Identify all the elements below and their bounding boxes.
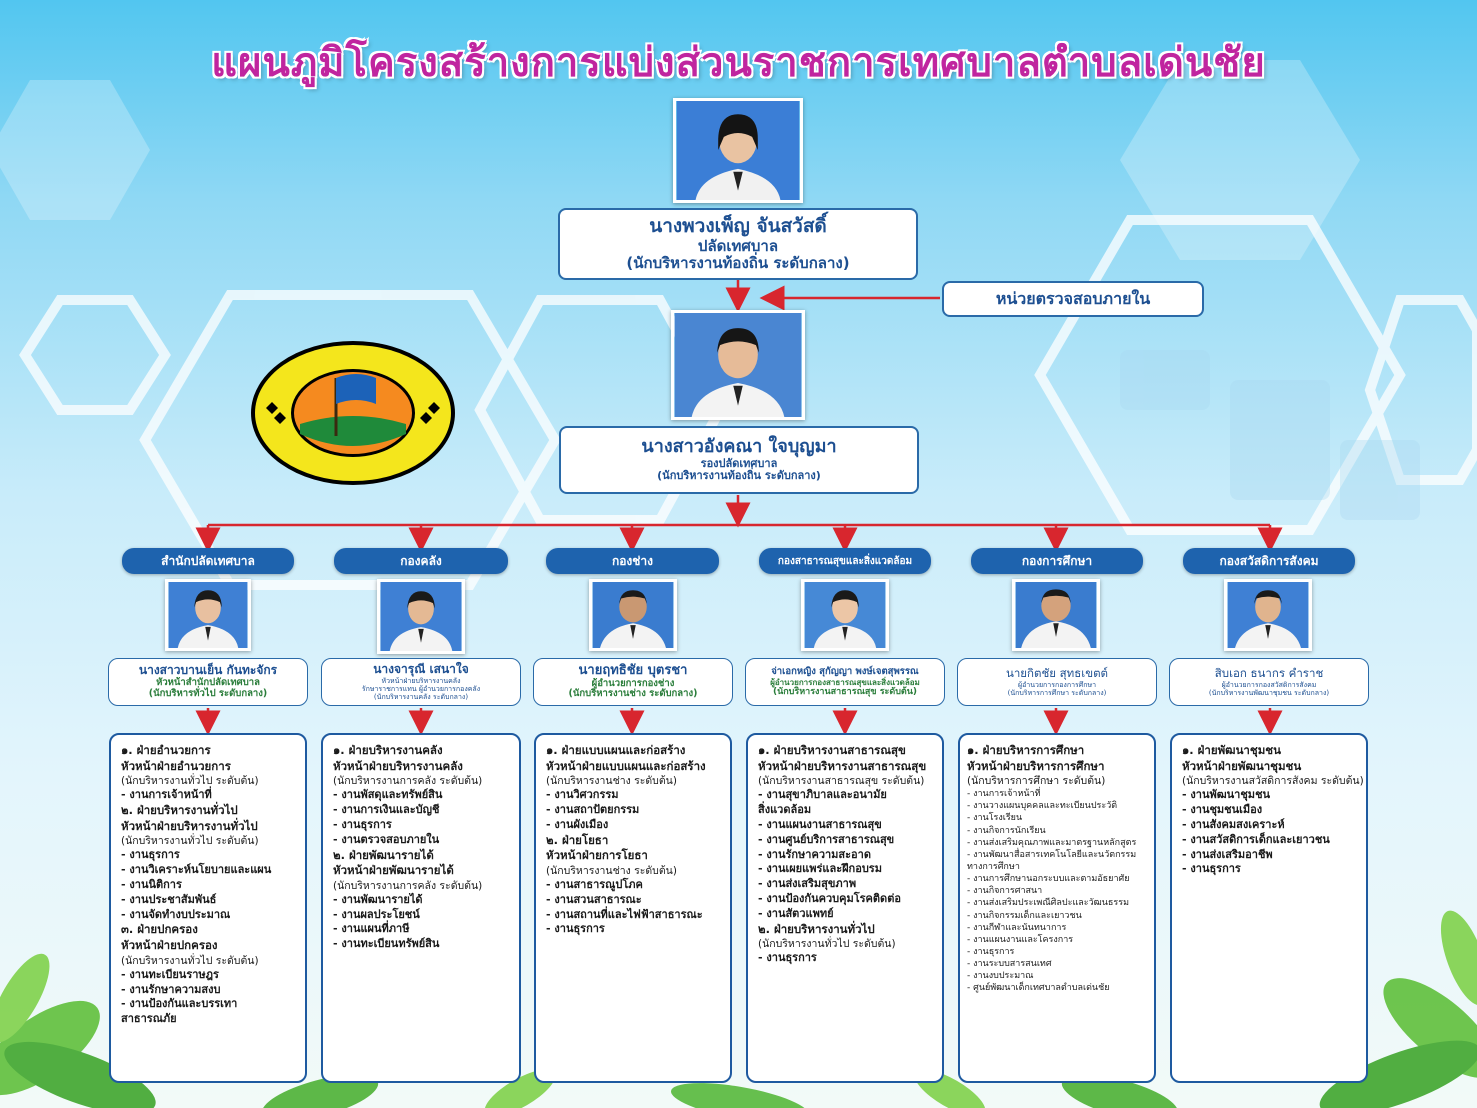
- task-section-heading: หัวหน้าฝ่ายบริหารงานคลัง: [333, 758, 463, 773]
- task-section-heading: ๒. ฝ่ายบริหารงานทั่วไป: [758, 921, 875, 936]
- task-item: - งานสถาปัตยกรรม: [546, 803, 640, 817]
- dept-head-role: ผู้อำนวยการกองสาธารณสุขและสิ่งแวดล้อม: [770, 677, 920, 687]
- task-item: - ศูนย์พัฒนาเด็กเทศบาลตำบลเด่นชัย: [967, 983, 1110, 994]
- task-item: ทางการศึกษา: [967, 862, 1020, 873]
- task-section-level: (นักบริหารงานทั่วไป ระดับต้น): [758, 938, 896, 951]
- task-item: - งานการเงินและบัญชี: [333, 803, 440, 817]
- task-section-level: (นักบริหารงานทั่วไป ระดับต้น): [121, 775, 259, 788]
- portrait-icon: [592, 582, 674, 648]
- task-item: - งานการเจ้าหน้าที่: [967, 789, 1041, 800]
- task-item: - งานพัฒนารายได้: [333, 892, 423, 906]
- task-item: - งานธุรการ: [1182, 862, 1241, 876]
- task-section-heading: หัวหน้าฝ่ายบริหารการศึกษา: [967, 758, 1105, 773]
- chief-role: ปลัดเทศบาล: [697, 236, 779, 255]
- task-item: - งานสุขาภิบาลและอนามัย: [758, 788, 887, 802]
- task-item: - งานการศึกษานอกระบบและตามอัธยาศัย: [967, 874, 1130, 885]
- task-item: - งานธุรการ: [546, 922, 605, 936]
- dept-tab-finance: กองคลัง: [334, 548, 508, 574]
- dept-head-namebox: [108, 658, 308, 706]
- task-item: - งานวิเคราะห์นโยบายและแผน: [121, 863, 272, 877]
- task-item: - งานป้องกันควบคุมโรคติดต่อ: [758, 892, 901, 906]
- task-section-level: (นักบริหารงานการคลัง ระดับต้น): [333, 775, 483, 788]
- task-item: - งานผลประโยชน์: [333, 907, 420, 921]
- dept-head-photo: [589, 579, 677, 651]
- dept-head-photo: [801, 579, 889, 651]
- task-item: - งานแผนงานสาธารณสุข: [758, 817, 882, 831]
- dept-head-namebox: [957, 658, 1157, 706]
- dept-head-level: (นักบริหารงานช่าง ระดับกลาง): [568, 688, 698, 700]
- portrait-icon: [380, 582, 462, 651]
- task-section-heading: หัวหน้าฝ่ายการโยธา: [546, 848, 648, 863]
- task-section-heading: ๑. ฝ่ายบริหารการศึกษา: [967, 743, 1085, 757]
- dept-head-level: (นักบริหารการศึกษา ระดับกลาง): [1007, 688, 1107, 697]
- task-section-level: (นักบริหารการศึกษา ระดับต้น): [967, 775, 1106, 788]
- chief-photo: [673, 98, 803, 203]
- dept-head-role: ผู้อำนวยการกองช่าง: [591, 677, 675, 689]
- task-item: - งานสถานที่และไฟฟ้าสาธารณะ: [546, 907, 703, 921]
- task-section-heading: ๒. ฝ่ายพัฒนารายได้: [333, 847, 434, 862]
- dept-tab-office: สำนักปลัดเทศบาล: [122, 548, 294, 574]
- task-item: - งานตรวจสอบภายใน: [333, 832, 440, 846]
- task-section-level: (นักบริหารงานสาธารณสุข ระดับต้น): [758, 775, 925, 788]
- task-item: - งานพัฒนาสื่อสารเทคโนโลยีและนวัตกรรม: [967, 849, 1137, 860]
- dept-head-level: (นักบริหารงานสาธารณสุข ระดับต้น): [772, 686, 918, 697]
- dept-head-role: หัวหน้าสำนักปลัดเทศบาล: [156, 676, 260, 688]
- deputy-photo: [671, 310, 805, 420]
- dept-tab-health: กองสาธารณสุขและสิ่งแวดล้อม: [759, 548, 931, 574]
- task-item: - งานรักษาความสะอาด: [758, 847, 871, 861]
- task-section-heading: ๒. ฝ่ายโยธา: [546, 832, 609, 847]
- dept-task-list: [958, 733, 1156, 1083]
- deputy-namebox: [559, 426, 919, 494]
- task-item: สิ่งแวดล้อม: [758, 803, 812, 817]
- portrait-icon: [1015, 582, 1097, 648]
- task-item: - งานป้องกันและบรรเทา: [121, 997, 238, 1011]
- task-item: - งานทะเบียนทรัพย์สิน: [333, 937, 440, 951]
- task-section-level: (นักบริหารงานการคลัง ระดับต้น): [333, 879, 483, 892]
- task-item: - งานพัฒนาชุมชน: [1182, 788, 1271, 802]
- task-item: - งานชุมชนเมือง: [1182, 803, 1263, 817]
- dept-head-name: สิบเอก ธนากร คำราช: [1214, 666, 1324, 681]
- task-section-level: (นักบริหารงานช่าง ระดับต้น): [546, 775, 677, 788]
- task-item: - งานโรงเรียน: [967, 813, 1023, 824]
- task-item: - งานระบบสารสนเทศ: [967, 959, 1052, 970]
- deputy-name: นางสาวอังคณา ใจบุญมา: [641, 436, 837, 458]
- chief-name: นางพวงเพ็ญ จันสวัสดิ์: [649, 214, 827, 237]
- task-item: - งานเผยแพร่และฝึกอบรม: [758, 862, 882, 876]
- task-item: - งานกีฬาและนันทนาการ: [967, 922, 1067, 933]
- dept-head-namebox: [321, 658, 521, 706]
- dept-head-name: นางจารุณี เสนาใจ: [373, 662, 469, 677]
- task-section-heading: ๒. ฝ่ายบริหารงานทั่วไป: [121, 803, 238, 818]
- dept-head-photo: [377, 579, 465, 654]
- task-item: - งานธุรการ: [967, 947, 1015, 958]
- dept-tab-engineering: กองช่าง: [546, 548, 719, 574]
- dept-head-level2: (นักบริหารงานคลัง ระดับกลาง): [373, 692, 469, 701]
- task-item: - งานสวัสดิการเด็กและเยาวชน: [1182, 832, 1330, 846]
- task-item: - งานแผนงานและโครงการ: [967, 934, 1074, 945]
- dept-head-name: นายฤทธิชัย บุตรชา: [578, 662, 688, 678]
- dept-task-list: [746, 733, 944, 1083]
- dept-head-photo: [1224, 579, 1312, 651]
- task-item: - งานพัสดุและทรัพย์สิน: [333, 788, 443, 802]
- task-item: - งานสังคมสงเคราะห์: [1182, 817, 1285, 831]
- task-item: - งานส่งเสริมอาชีพ: [1182, 847, 1273, 861]
- task-section-level: (นักบริหารงานช่าง ระดับต้น): [546, 864, 677, 877]
- task-section-heading: หัวหน้าฝ่ายบริหารงานทั่วไป: [121, 818, 258, 833]
- task-item: - งานการเจ้าหน้าที่: [121, 788, 212, 802]
- task-section-heading: หัวหน้าฝ่ายแบบแผนและก่อสร้าง: [546, 758, 706, 773]
- task-item: - งานธุรการ: [333, 817, 392, 831]
- task-section-heading: หัวหน้าฝ่ายบริหารงานสาธารณสุข: [758, 758, 927, 773]
- task-item: - งานศูนย์บริการสาธารณสุข: [758, 832, 895, 846]
- dept-head-photo: [165, 579, 251, 651]
- task-section-heading: หัวหน้าฝ่ายปกครอง: [121, 937, 218, 952]
- dept-head-name: จ่าเอกหญิง สุกัญญา พงษ์เจตสุพรรณ: [771, 665, 919, 677]
- task-item: - งานวางแผนบุคคลและทะเบียนประวัติ: [967, 801, 1118, 812]
- dept-head-photo: [1012, 579, 1100, 651]
- dept-head-namebox: [745, 658, 945, 706]
- task-item: - งานงบประมาณ: [967, 971, 1034, 982]
- task-item: - งานจัดทำงบประมาณ: [121, 907, 231, 921]
- task-section-level: (นักบริหารงานทั่วไป ระดับต้น): [121, 835, 259, 848]
- chief-namebox: [558, 208, 918, 280]
- task-item: - งานวิศวกรรม: [546, 788, 619, 802]
- task-item: - งานแผนที่ภาษี: [333, 922, 410, 936]
- task-item: - งานรักษาความสงบ: [121, 982, 221, 996]
- dept-tab-welfare: กองสวัสดิการสังคม: [1183, 548, 1355, 574]
- task-item: - งานส่งเสริมคุณภาพและมาตรฐานหลักสูตร: [967, 837, 1137, 848]
- task-item: - งานกิจการนักเรียน: [967, 825, 1046, 836]
- deputy-role: รองปลัดเทศบาล: [700, 456, 778, 470]
- task-item: - งานประชาสัมพันธ์: [121, 892, 217, 906]
- task-section-heading: ๑. ฝ่ายบริหารงานคลัง: [333, 743, 443, 757]
- task-section-heading: ๓. ฝ่ายปกครอง: [121, 922, 198, 937]
- portrait-icon: [676, 101, 800, 200]
- task-section-level: (นักบริหารงานสวัสดิการสังคม ระดับต้น): [1182, 775, 1364, 788]
- dept-tab-education: กองการศึกษา: [971, 548, 1143, 574]
- portrait-icon: [1227, 582, 1309, 648]
- task-item: - งานสัตวแพทย์: [758, 906, 834, 920]
- task-item: - งานนิติการ: [121, 877, 182, 891]
- dept-task-list: [1170, 733, 1368, 1083]
- page-title: แผนภูมิโครงสร้างการแบ่งส่วนราชการเทศบาลตำบลเด่นชัย: [211, 40, 1266, 86]
- dept-head-level: (นักบริหารงานพัฒนาชุมชน ระดับกลาง): [1208, 688, 1330, 697]
- task-section-level: (นักบริหารงานทั่วไป ระดับต้น): [121, 954, 259, 967]
- task-item: - งานสวนสาธารณะ: [546, 892, 642, 906]
- dept-head-level: รักษาราชการแทน ผู้อำนวยการกองคลัง: [361, 684, 481, 693]
- task-section-heading: หัวหน้าฝ่ายพัฒนารายได้: [333, 863, 454, 878]
- dept-head-namebox: [1169, 658, 1369, 706]
- task-item: - งานกิจการศาสนา: [967, 886, 1043, 897]
- dept-head-role: หัวหน้าฝ่ายบริหารงานคลัง: [381, 676, 461, 685]
- dept-head-level: (นักบริหารทั่วไป ระดับกลาง): [148, 687, 268, 699]
- task-section-heading: ๑. ฝ่ายแบบแผนและก่อสร้าง: [546, 743, 686, 757]
- task-item: สาธารณภัย: [121, 1012, 177, 1026]
- task-item: - งานส่งเสริมสุขภาพ: [758, 877, 857, 891]
- dept-head-name: นายกิตชัย สุทธเขตต์: [1005, 666, 1109, 681]
- task-item: - งานธุรการ: [121, 848, 180, 862]
- dept-task-list: [321, 733, 521, 1083]
- task-item: - งานกิจกรรมเด็กและเยาวชน: [967, 910, 1082, 921]
- dept-head-role: ผู้อำนวยการกองสวัสดิการสังคม: [1221, 680, 1317, 689]
- dept-head-name: นางสาวบานเย็น กันทะจักร: [138, 663, 278, 678]
- task-section-heading: ๑. ฝ่ายพัฒนาชุมชน: [1182, 743, 1281, 757]
- task-section-heading: ๑. ฝ่ายอำนวยการ: [121, 743, 211, 757]
- dept-task-list: [534, 733, 732, 1083]
- task-section-heading: หัวหน้าฝ่ายพัฒนาชุมชน: [1182, 758, 1302, 773]
- dept-head-namebox: [533, 658, 733, 706]
- portrait-icon: [168, 582, 248, 648]
- logo-emblem-icon: [248, 338, 458, 488]
- task-item: - งานสาธารณูปโภค: [546, 877, 643, 891]
- task-item: - งานธุรการ: [758, 951, 817, 965]
- task-item: - งานผังเมือง: [546, 817, 609, 831]
- dept-head-role: ผู้อำนวยการกองการศึกษา: [1018, 680, 1096, 689]
- task-section-heading: หัวหน้าฝ่ายอำนวยการ: [121, 758, 231, 773]
- task-item: - งานส่งเสริมประเพณีศิลปะและวัฒนธรรม: [967, 898, 1130, 909]
- chief-level: (นักบริหารงานท้องถิ่น ระดับกลาง): [626, 253, 850, 272]
- portrait-icon: [804, 582, 886, 648]
- task-section-heading: ๑. ฝ่ายบริหารงานสาธารณสุข: [758, 743, 906, 757]
- portrait-icon: [674, 313, 802, 417]
- dept-task-list: [109, 733, 307, 1083]
- municipality-logo: [248, 338, 458, 488]
- internal-audit-unit: หน่วยตรวจสอบภายใน: [942, 281, 1204, 317]
- deputy-level: (นักบริหารงานท้องถิ่น ระดับกลาง): [657, 469, 821, 483]
- task-item: - งานทะเบียนราษฎร: [121, 967, 219, 981]
